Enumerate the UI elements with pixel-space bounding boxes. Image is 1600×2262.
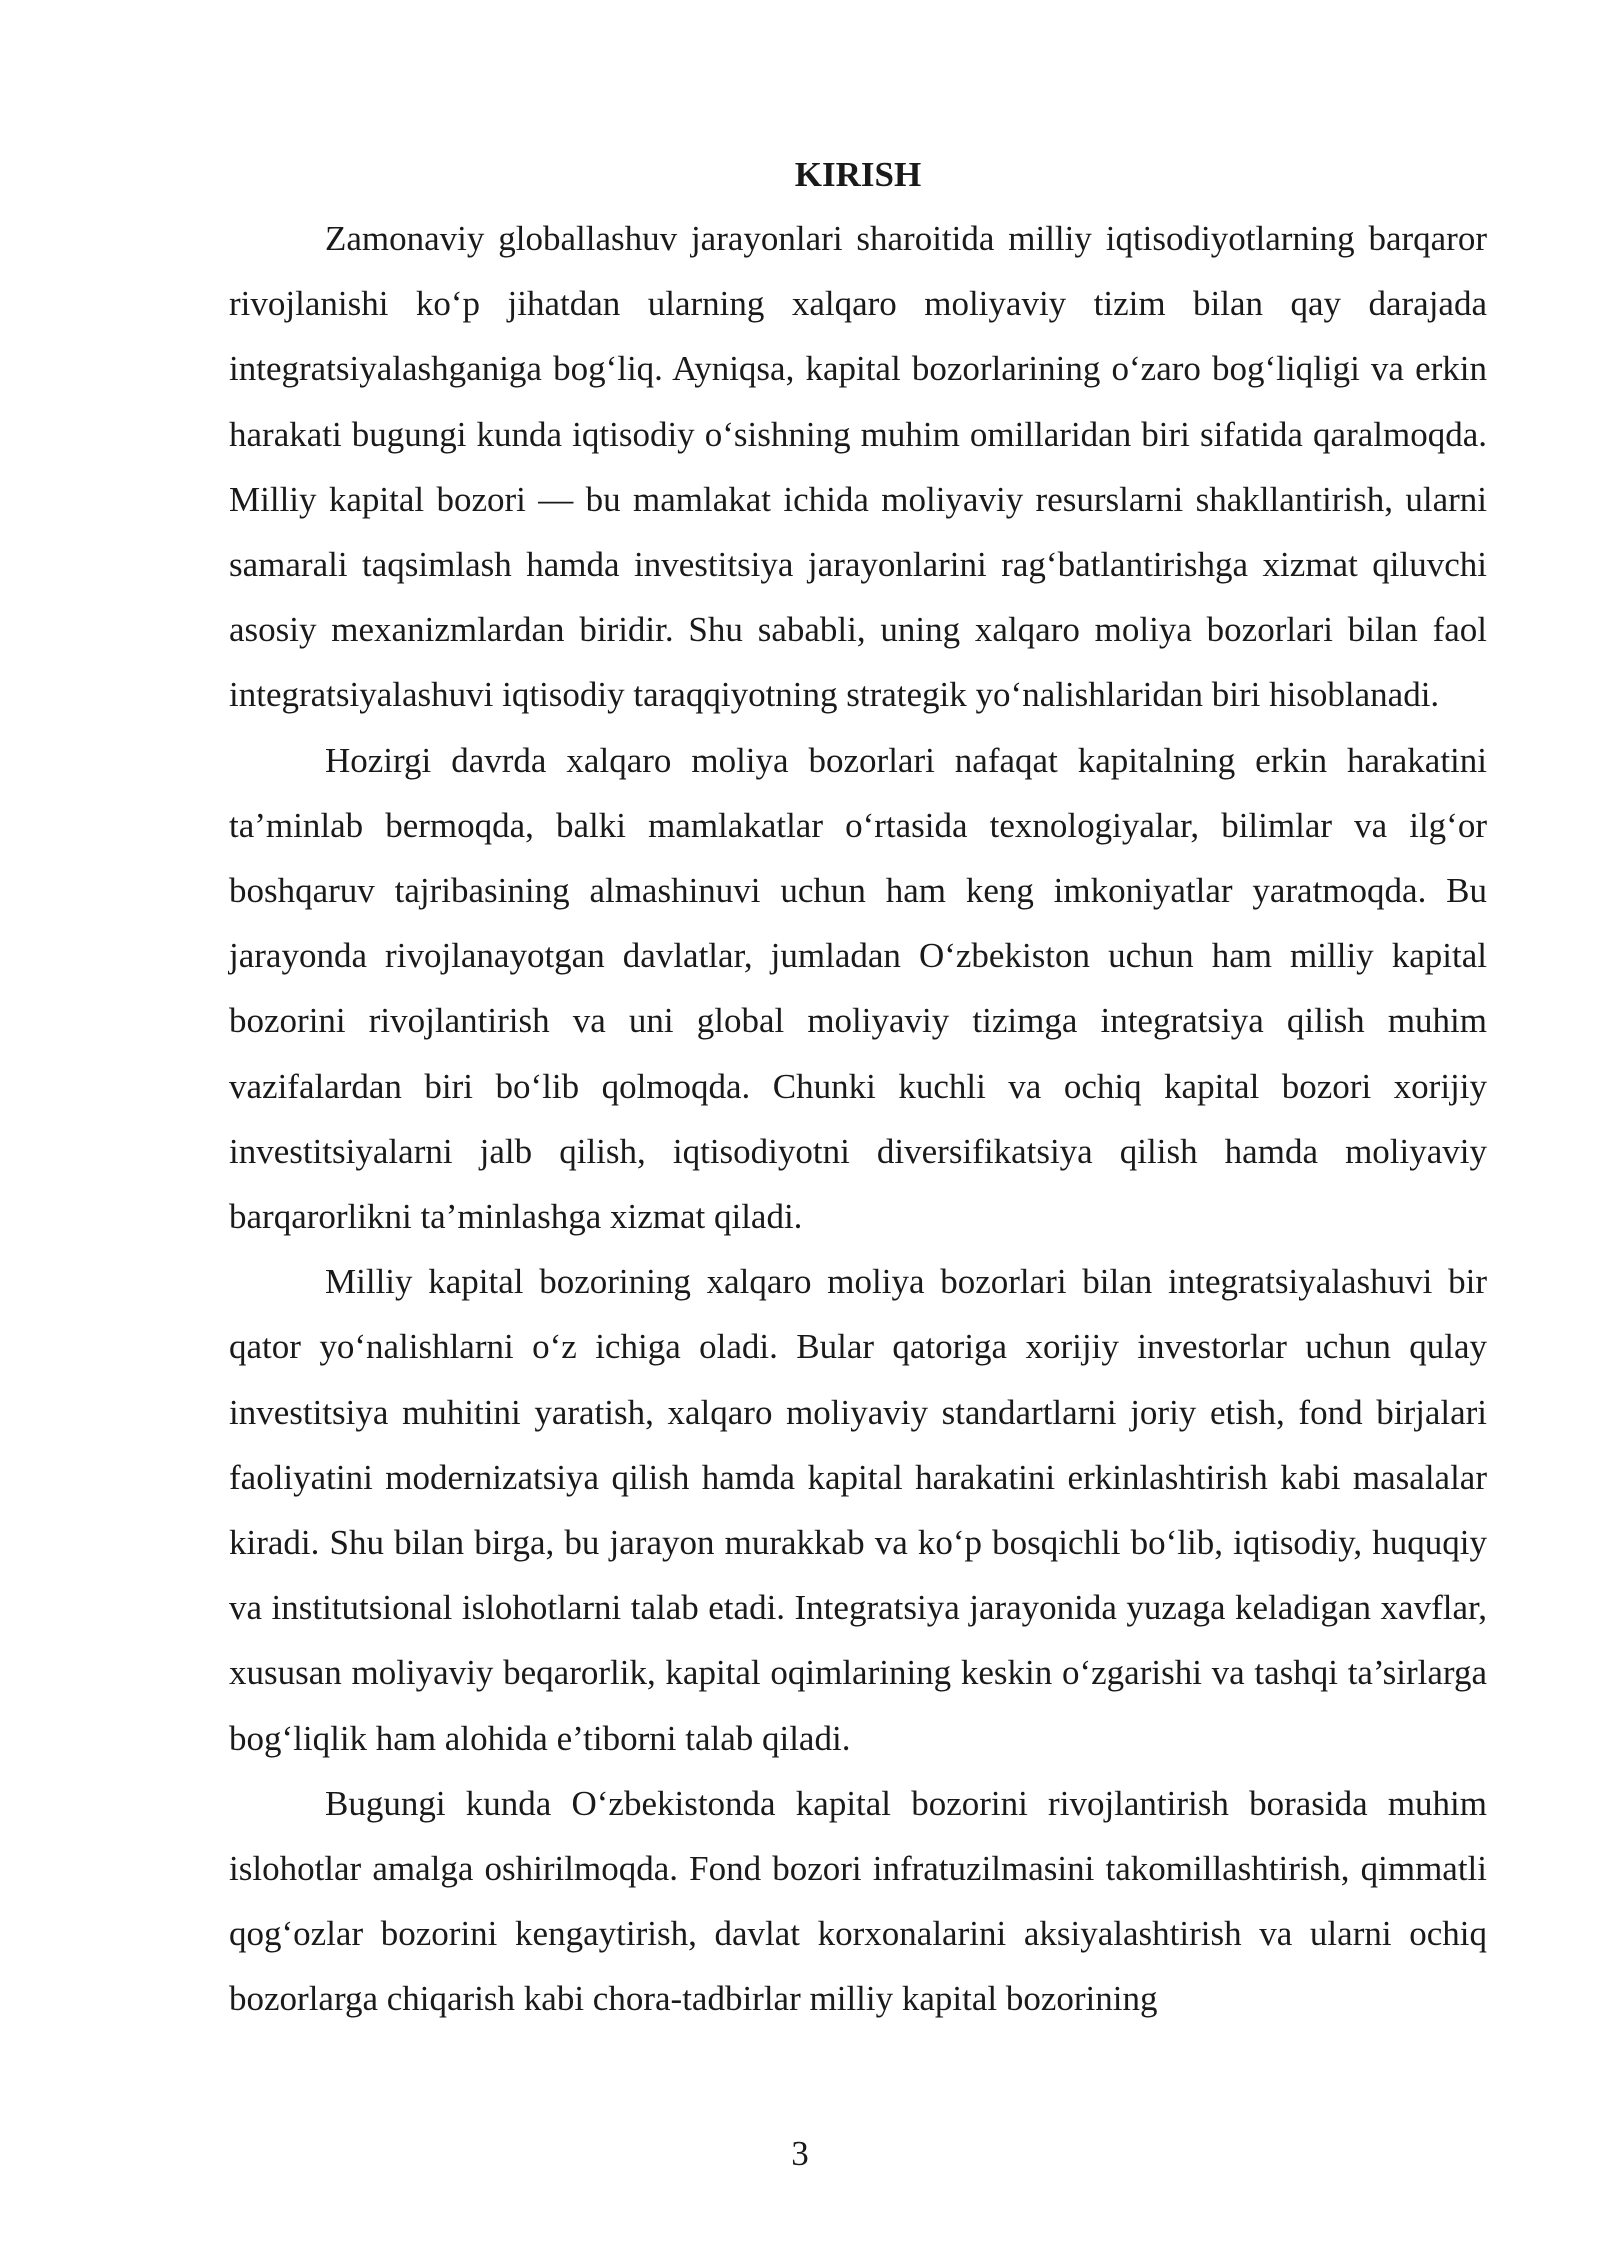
paragraph-2: Hozirgi davrda xalqaro moliya bozorlari nafaqat kapitalning erkin harakatini ta’minlab bermoqda, balki mamlakatlar o‘rtasida texnologiyalar, bilimlar va ilg‘or boshqaruv tajribasining almashinuvi uchun ham keng imkoniyatlar yaratmoqda. Bu jarayonda rivojlanayotgan davlatlar, jumladan O‘zbekiston uchun ham milliy kapital bozorini rivojlantirish va uni global moliyaviy tizimga integratsiya qilish muhim vazifalardan biri bo‘lib qolmoqda. Chunki kuchli va ochiq kapital bozori xorijiy investitsiyalarni jalb qilish, iqtisodiyotni diversifikatsiya qilish hamda moliyaviy barqarorlikni ta’minlashga xizmat qiladi. xyxy=(229,740,1487,1237)
paragraph-1: Zamonaviy globallashuv jarayonlari sharoitida milliy iqtisodiyotlarning barqaror rivojlanishi ko‘p jihatdan ularning xalqaro moliyaviy tizim bilan qay darajada integratsiyalashganiga bog‘liq. Ayniqsa, kapital bozorlarining o‘zaro bog‘liqligi va erkin harakati bugungi kunda iqtisodiy o‘sishning muhim omillaridan biri sifatida qaralmoqda. Milliy kapital bozori — bu mamlakat ichida moliyaviy resurslarni shakllantirish, ularni samarali taqsimlash hamda investitsiya jarayonlarini rag‘batlantirishga xizmat qiluvchi asosiy mexanizmlardan biridir. Shu sababli, uning xalqaro moliya bozorlari bilan faol integratsiyalashuvi iqtisodiy taraqqiyotning strategik yo‘nalishlaridan biri hisoblanadi. xyxy=(229,219,1487,715)
paragraph-3: Milliy kapital bozorining xalqaro moliya bozorlari bilan integratsiyalashuvi bir qator yo‘nalishlarni o‘z ichiga oladi. Bular qatoriga xorijiy investorlar uchun qulay investitsiya muhitini yaratish, xalqaro moliyaviy standartlarni joriy etish, fond birjalari faoliyatini modernizatsiya qilish hamda kapital harakatini erkinlashtirish kabi masalalar kiradi. Shu bilan birga, bu jarayon murakkab va ko‘p bosqichli bo‘lib, iqtisodiy, huquqiy va institutsional islohotlarni talab etadi. Integratsiya jarayonida yuzaga keladigan xavflar, xususan moliyaviy beqarorlik, kapital oqimlarining keskin o‘zgarishi va tashqi ta’sirlarga bog‘liqlik ham alohida e’tiborni talab qiladi. xyxy=(229,1262,1487,1758)
paragraph-4: Bugungi kunda O‘zbekistonda kapital bozorini rivojlantirish borasida muhim islohotlar amalga oshirilmoqda. Fond bozori infratuzilmasini takomillashtirish, qimmatli qog‘ozlar bozorini kengaytirish, davlat korxonalarini aksiyalashtirish va ularni ochiq bozorlarga chiqarish kabi chora-tadbirlar milliy kapital bozorining xyxy=(229,1783,1487,2019)
page-content xyxy=(229,148,1487,2032)
page-number: 3 xyxy=(791,2134,809,2173)
section-title: KIRISH xyxy=(794,155,922,194)
